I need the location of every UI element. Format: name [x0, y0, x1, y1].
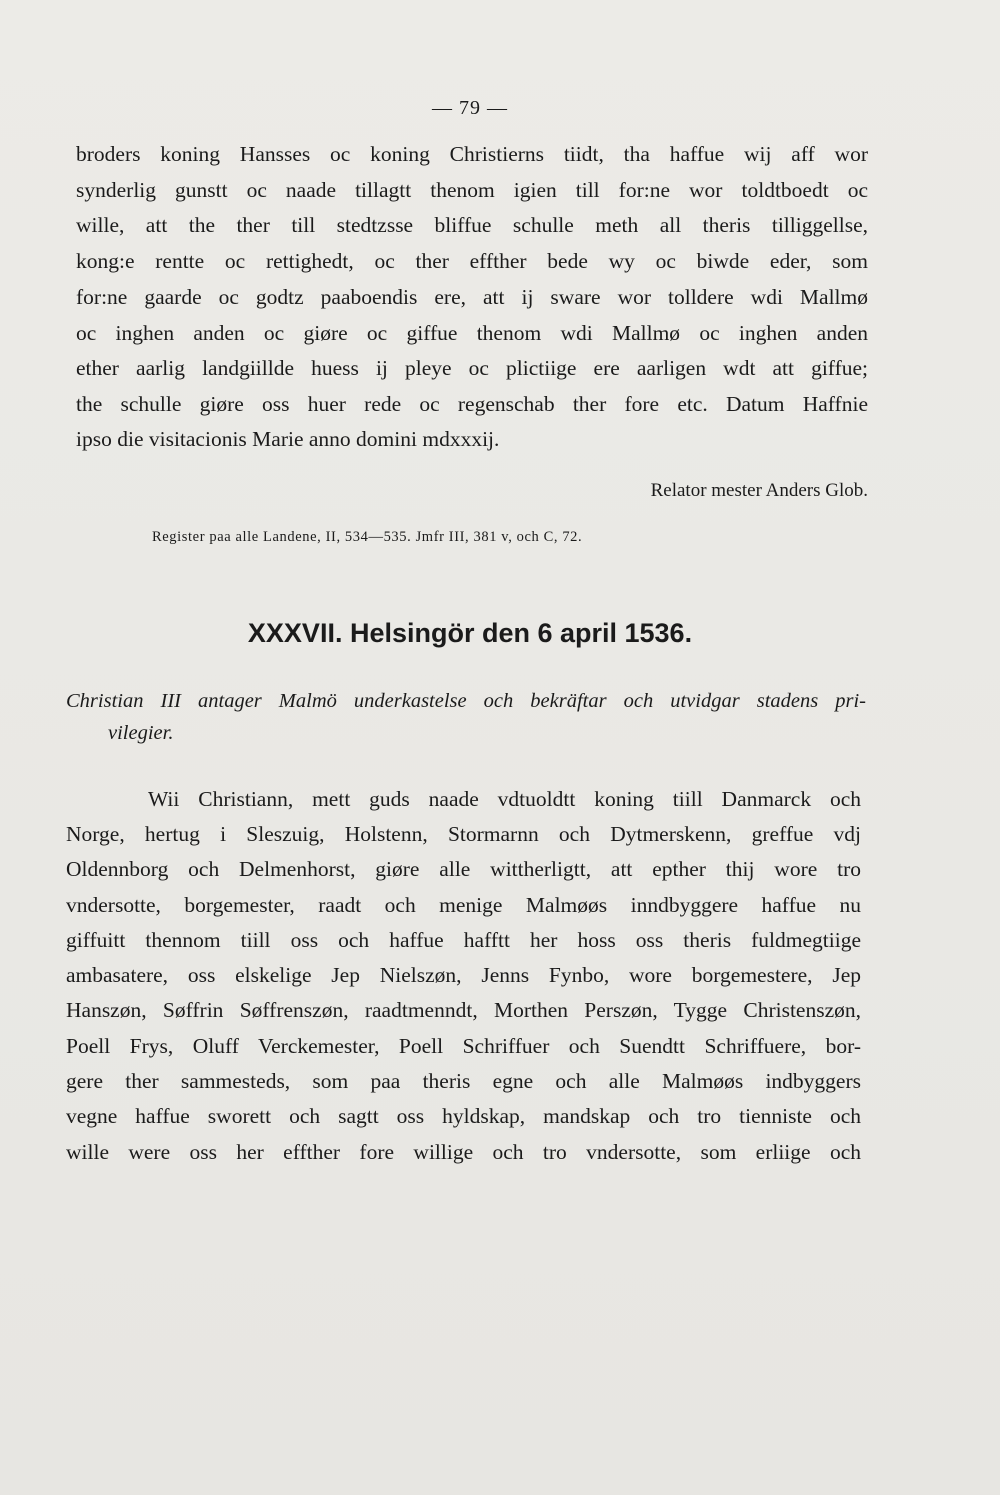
- text-line: Poell Frys, Oluff Verckemester, Poell Schriffuer och Suendtt Schriffuere, bor-: [66, 1034, 861, 1058]
- text-line: the schulle giøre oss huer rede oc regenschab ther fore etc. Datum Haffnie: [76, 392, 868, 416]
- summary-line: vilegier.: [108, 722, 174, 744]
- text-line: Oldennborg och Delmenhorst, giøre alle wittherligtt, att epther thij wore tro: [66, 857, 861, 881]
- text-line: wille were oss her effther fore willige och tro vndersotte, som erliige och: [66, 1140, 861, 1164]
- register-reference: Register paa alle Landene, II, 534—535. Jmfr III, 381 v, och C, 72.: [152, 529, 583, 545]
- text-line: vndersotte, borgemester, raadt och menige Malmøøs inndbyggere haffue nu: [66, 893, 861, 917]
- text-line: giffuitt thennom tiill oss och haffue hafftt her hoss oss theris fuldmegtiige: [66, 928, 861, 952]
- text-line: Norge, hertug i Sleszuig, Holstenn, Stormarnn och Dytmerskenn, greffue vdj: [66, 822, 861, 846]
- text-line: ipso die visitacionis Marie anno domini mdxxxij.: [76, 427, 500, 451]
- page-number: — 79 —: [432, 97, 508, 119]
- text-line: broders koning Hansses oc koning Christierns tiidt, tha haffue wij aff wor: [76, 142, 868, 166]
- text-line: for:ne gaarde oc godtz paaboendis ere, att ij sware wor tolldere wdi Mallmø: [76, 285, 868, 309]
- relator-note: Relator mester Anders Glob.: [650, 480, 868, 501]
- text-line: Wii Christiann, mett guds naade vdtuoldtt koning tiill Danmarck och: [148, 787, 861, 811]
- text-line: ether aarlig landgiillde huess ij pleye oc plictiige ere aarligen wdt att giffue;: [76, 356, 868, 380]
- text-line: gere ther sammesteds, som paa theris egne och alle Malmøøs indbyggers: [66, 1069, 861, 1093]
- document-heading: XXXVII. Helsingör den 6 april 1536.: [247, 618, 693, 648]
- text-line: kong:e rentte oc rettighedt, oc ther effther bede wy oc biwde eder, som: [76, 249, 868, 273]
- text-line: Hanszøn, Søffrin Søffrenszøn, raadtmenndt, Morthen Perszøn, Tygge Christenszøn,: [66, 998, 861, 1022]
- text-line: wille, att the ther till stedtzsse bliffue schulle meth all theris tilliggellse,: [76, 213, 868, 237]
- text-line: vegne haffue sworett och sagtt oss hyldskap, mandskap och tro tienniste och: [66, 1104, 861, 1128]
- text-line: ambasatere, oss elskelige Jep Nielszøn, Jenns Fynbo, wore borgemestere, Jep: [66, 963, 861, 987]
- text-line: oc inghen anden oc giøre oc giffue thenom wdi Mallmø oc inghen anden: [76, 321, 868, 345]
- text-line: synderlig gunstt oc naade tillagtt thenom igien till for:ne wor toldtboedt oc: [76, 178, 868, 202]
- summary-line: Christian III antager Malmö underkastelse och bekräftar och utvidgar stadens pri-: [66, 690, 866, 712]
